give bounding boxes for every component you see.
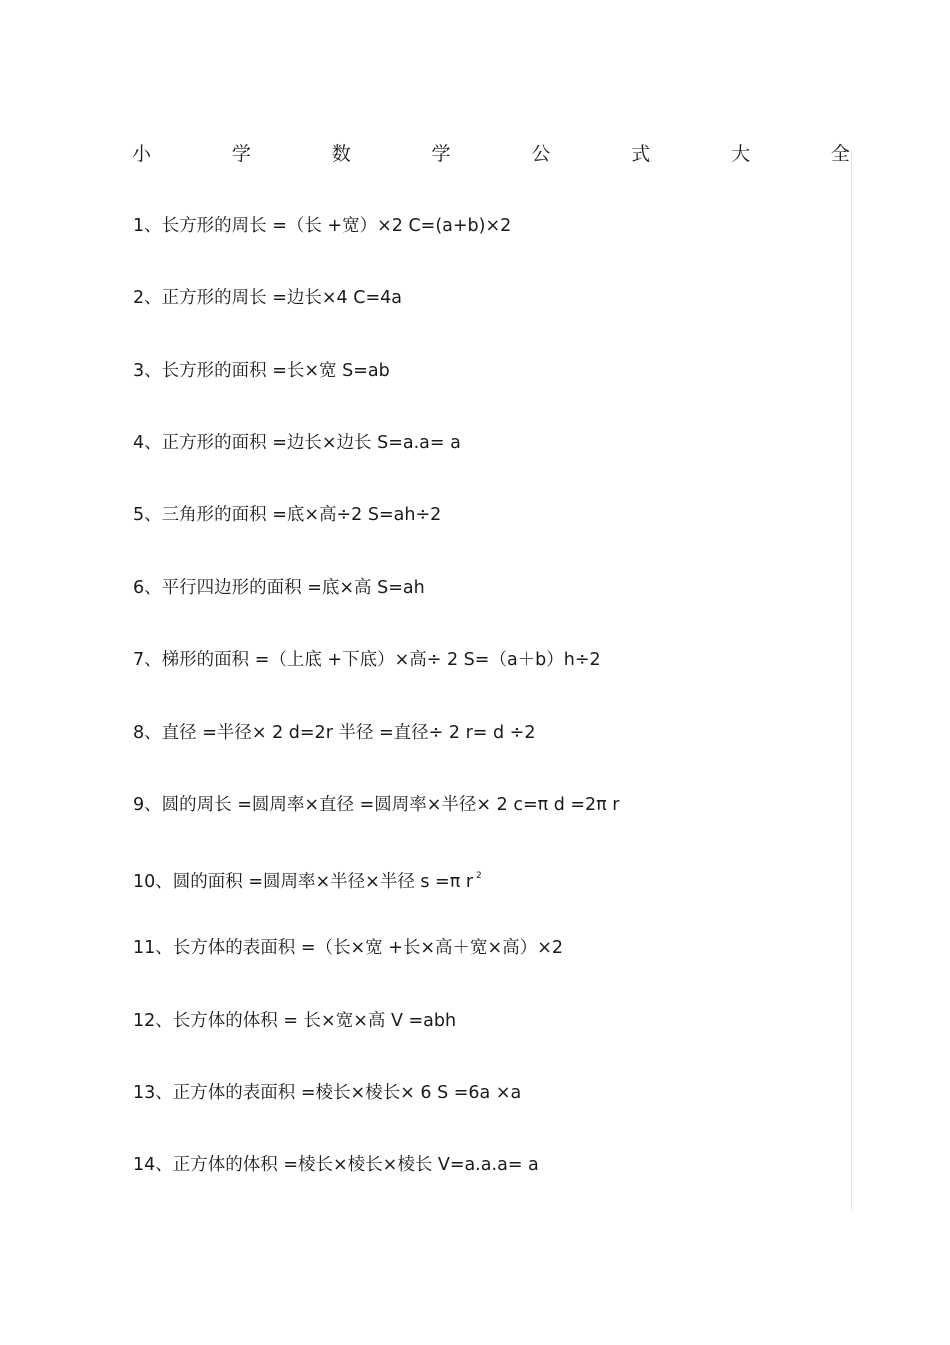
title-char: 大: [731, 143, 751, 165]
title-char: 学: [231, 143, 251, 165]
formula-line: 13、正方体的表面积 =棱长×棱长× 6 S =6a ×a: [133, 1083, 522, 1103]
title-char: 小: [132, 143, 152, 165]
formula-line: 11、长方体的表面积 =（长×宽 +长×高＋宽×高）×2: [133, 938, 564, 958]
formula-line: 6、平行四边形的面积 =底×高 S=ah: [133, 578, 425, 598]
formula-line: 3、长方形的面积 =长×宽 S=ab: [133, 361, 390, 381]
superscript: 2: [476, 871, 482, 881]
formula-line: 9、圆的周长 =圆周率×直径 =圆周率×半径× 2 c=π d =2π r: [133, 795, 620, 815]
formula-line: 7、梯形的面积 =（上底 +下底）×高÷ 2 S=（a＋b）h÷2: [133, 650, 601, 670]
page-title: [132, 140, 850, 168]
page-edge-line: [851, 150, 852, 1210]
title-char: 全: [830, 143, 850, 165]
title-char: 公: [531, 143, 551, 165]
formula-line: 5、三角形的面积 =底×高÷2 S=ah÷2: [133, 505, 442, 525]
formula-line: [133, 864, 482, 894]
formula-line: 8、直径 =半径× 2 d=2r 半径 =直径÷ 2 r= d ÷2: [133, 723, 536, 743]
formula-line: 4、正方形的面积 =边长×边长 S=a.a= a: [133, 433, 461, 453]
title-char: 数: [331, 143, 351, 165]
formula-text: 10、圆的面积 =圆周率×半径×半径 s =π r: [133, 872, 474, 892]
title-char: 学: [431, 143, 451, 165]
title-char: 式: [631, 143, 651, 165]
formula-line: 14、正方体的体积 =棱长×棱长×棱长 V=a.a.a= a: [133, 1155, 539, 1175]
formula-line: 1、长方形的周长 =（长 +宽）×2 C=(a+b)×2: [133, 216, 512, 236]
formula-line: 2、正方形的周长 =边长×4 C=4a: [133, 288, 402, 308]
formula-line: 12、长方体的体积 = 长×宽×高 V =abh: [133, 1011, 457, 1031]
